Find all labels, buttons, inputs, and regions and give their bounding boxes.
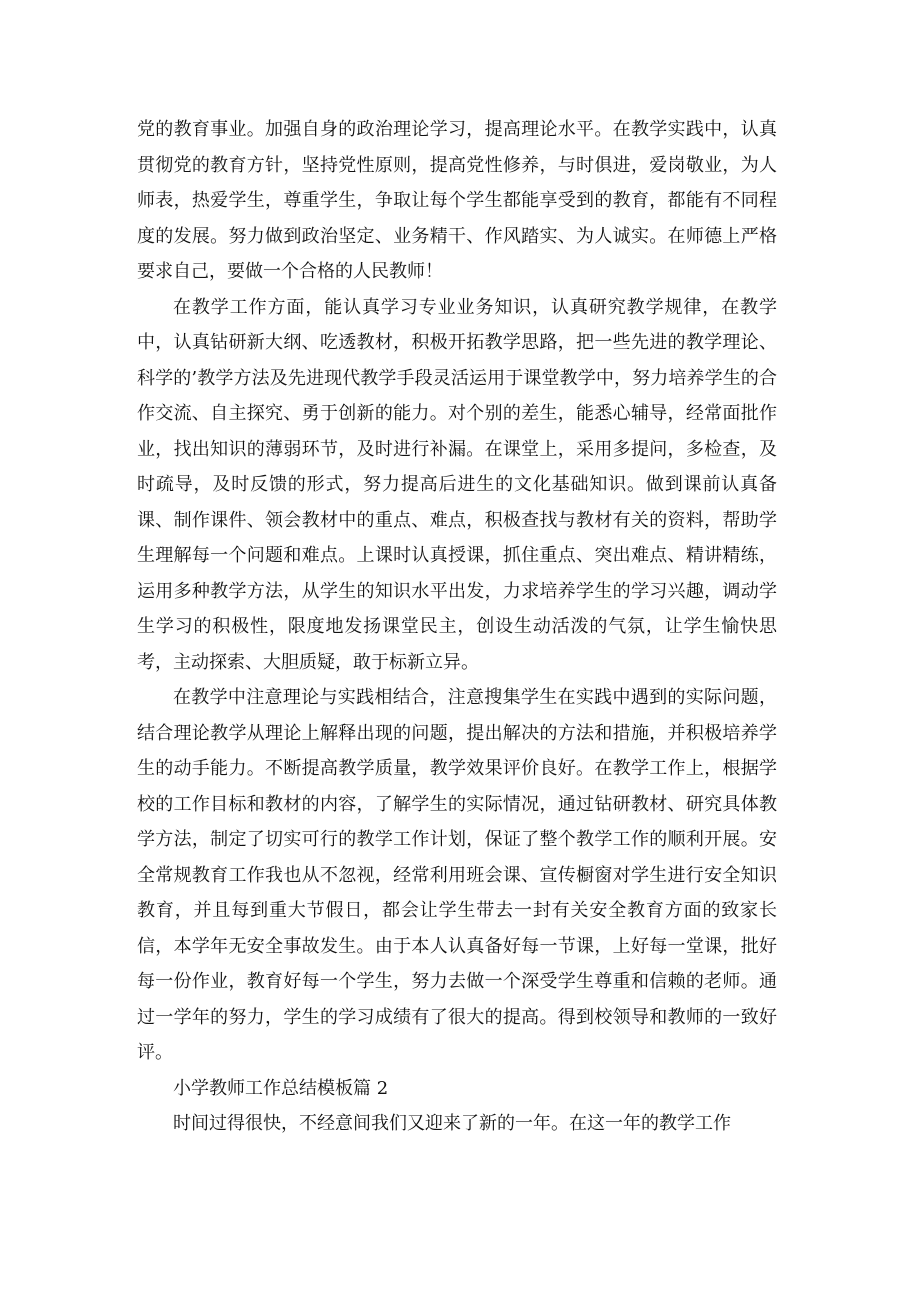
paragraph-3: 在教学中注意理论与实践相结合，注意搜集学生在实践中遇到的实际问题，结合理论教学从理论上解释出现的问题，提出解决的方法和措施，并积极培养学生的动手能力。不断提高教学质量，教学效果评价良好。在教学工作上，根据学校的工作目标和教材的内容，了解学生的实际情况，通过钻研教材、研究具体教学方法，制定了切实可行的教学工作计划，保证了整个教学工作的顺利开展。安全常规教育工作我也从不忽视，经常利用班会课、宣传橱窗对学生进行安全知识教育，并且每到重大节假日，都会让学生带去一封有关安全教育方面的致家长信，本学年无安全事故发生。由于本人认真备好每一节课，上好每一堂课，批好每一份作业，教育好每一个学生，努力去做一个深受学生尊重和信赖的老师。通过一学年的努力，学生的学习成绩有了很大的提高。得到校领导和教师的一致好评。 — [137, 687, 777, 1063]
document-page — [137, 112, 777, 1142]
section-heading: 小学教师工作总结模板篇 2 — [173, 1077, 389, 1099]
paragraph-2: 在教学工作方面，能认真学习专业业务知识，认真研究教学规律，在教学中，认真钻研新大纲、吃透教材，积极开拓教学思路，把一些先进的教学理论、科学的’教学方法及先进现代教学手段灵活运用于课堂教学中，努力培养学生的合作交流、自主探究、勇于创新的能力。对个别的差生，能悉心辅导，经常面批作业，找出知识的薄弱环节，及时进行补漏。在课堂上，采用多提问，多检查，及时疏导，及时反馈的形式，努力提高后进生的文化基础知识。做到课前认真备课、制作课件、领会教材中的重点、难点，积极查找与教材有关的资料，帮助学生理解每一个问题和难点。上课时认真授课，抓住重点、突出难点、精讲精练，运用多种教学方法，从学生的知识水平出发，力求培养学生的学习兴趣，调动学生学习的积极性，限度地发扬课堂民主，创设生动活泼的气氛，让学生愉快思考，主动探索、大胆质疑，敢于标新立异。 — [137, 296, 777, 673]
paragraph-4: 时间过得很快，不经意间我们又迎来了新的一年。在这一年的教学工作 — [173, 1113, 731, 1134]
paragraph-1: 党的教育事业。加强自身的政治理论学习，提高理论水平。在教学实践中，认真贯彻党的教育方针，坚持党性原则，提高党性修养，与时俱进，爱岗敬业，为人师表，热爱学生，尊重学生，争取让每个学生都能享受到的教育，都能有不同程度的发展。努力做到政治坚定、业务精干、作风踏实、为人诚实。在师德上严格要求自己，要做一个合格的人民教师！ — [137, 119, 777, 282]
